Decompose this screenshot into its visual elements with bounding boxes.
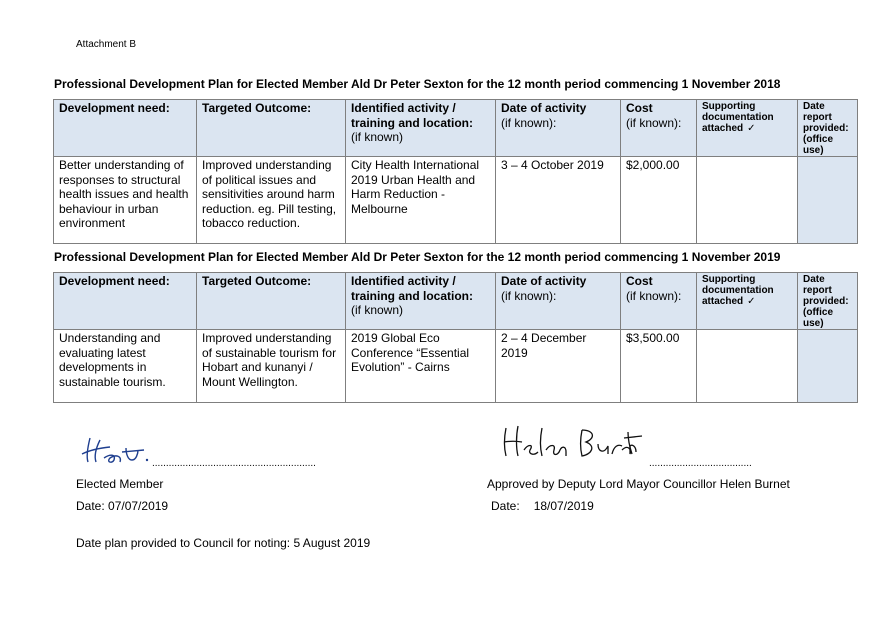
cell-activity: 2019 Global Eco Conference “Essential Evolution” - Cairns: [346, 330, 496, 403]
cell-cost: $2,000.00: [621, 157, 697, 244]
cell-targeted-outcome: Improved understanding of sustainable tourism for Hobart and kunanyi / Mount Wellington.: [197, 330, 346, 403]
cell-supporting: [697, 330, 798, 403]
elected-member-signature: [76, 430, 156, 470]
header-supporting: Supporting documentation attached ✓: [697, 273, 798, 330]
cell-targeted-outcome: Improved understanding of political issues and sensitivities around harm reduction. eg. Pill testing, tobacco reduction.: [197, 157, 346, 244]
header-development-need: Development need:: [54, 273, 197, 330]
plan-table-2019: [53, 272, 858, 403]
header-date-report: Date report provided: (office use): [798, 100, 858, 157]
header-development-need: Development need:: [54, 100, 197, 157]
header-cost: Cost (if known):: [621, 273, 697, 330]
header-date-report: Date report provided: (office use): [798, 273, 858, 330]
approver-signature-line: .....................................: [649, 458, 752, 469]
approver-date-value: 18/07/2019: [533, 499, 594, 513]
header-date: Date of activity (if known):: [496, 100, 621, 157]
attachment-label: Attachment B: [76, 39, 137, 50]
elected-member-date-value: 07/07/2019: [108, 499, 169, 513]
elected-member-date: Date: 07/07/2019: [76, 499, 169, 513]
table-row: [54, 330, 858, 403]
table-header-row: [54, 100, 858, 157]
council-noting-date: Date plan provided to Council for noting: 5 August 2019: [76, 536, 371, 550]
plan-title-2018: Professional Development Plan for Elected Member Ald Dr Peter Sexton for the 12 month period commencing 1 November 2018: [54, 77, 781, 91]
elected-member-signature-line: ...........................................................: [152, 458, 316, 469]
cell-supporting: [697, 157, 798, 244]
approver-date: Date: 18/07/2019: [491, 499, 594, 513]
header-activity: Identified activity / training and location: (if known): [346, 100, 496, 157]
cell-development-need: Understanding and evaluating latest developments in sustainable tourism.: [54, 330, 197, 403]
cell-cost: $3,500.00: [621, 330, 697, 403]
header-date: Date of activity (if known):: [496, 273, 621, 330]
cell-date-report: [798, 157, 858, 244]
header-cost: Cost (if known):: [621, 100, 697, 157]
checkmark-icon: ✓: [747, 123, 756, 134]
header-targeted-outcome: Targeted Outcome:: [197, 273, 346, 330]
header-supporting: Supporting documentation attached ✓: [697, 100, 798, 157]
cell-date: 2 – 4 December 2019: [496, 330, 621, 403]
cell-development-need: Better understanding of responses to structural health issues and health behaviour in urban environment: [54, 157, 197, 244]
cell-activity: City Health International 2019 Urban Health and Harm Reduction - Melbourne: [346, 157, 496, 244]
cell-date: 3 – 4 October 2019: [496, 157, 621, 244]
elected-member-role: Elected Member: [76, 477, 164, 491]
table-row: [54, 157, 858, 244]
cell-date-report: [798, 330, 858, 403]
header-targeted-outcome: Targeted Outcome:: [197, 100, 346, 157]
plan-title-2019: Professional Development Plan for Elected Member Ald Dr Peter Sexton for the 12 month period commencing 1 November 2019: [54, 250, 781, 264]
approver-role: Approved by Deputy Lord Mayor Councillor Helen Burnet: [487, 477, 790, 491]
table-header-row: [54, 273, 858, 330]
header-activity: Identified activity / training and location: (if known): [346, 273, 496, 330]
plan-table-2018: [53, 99, 858, 244]
checkmark-icon: ✓: [747, 296, 756, 307]
approver-signature: [500, 424, 645, 462]
